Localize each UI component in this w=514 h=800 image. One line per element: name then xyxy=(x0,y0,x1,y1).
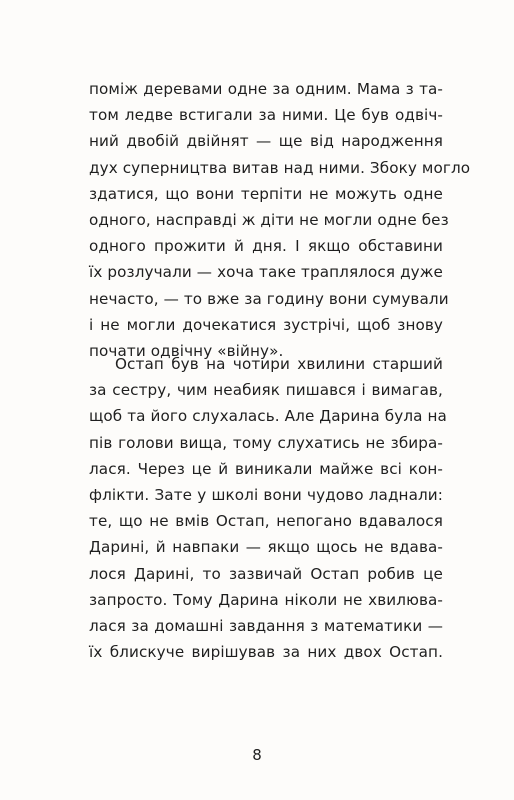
text-line: запросто. Тому Дарина ніколи не хвилюва- xyxy=(89,590,443,609)
text-line: дух суперництва витав над ними. Збоку могло xyxy=(89,158,471,177)
text-line: пів голови вища, тому слухатись не збира- xyxy=(89,433,443,452)
text-line: і не могли дочекатися зустрічі, щоб знову xyxy=(89,315,443,334)
text-line: те, що не вмів Остап, непогано вдавалося xyxy=(89,512,443,531)
text-line: том ледве встигали за ними. Це був одвіч- xyxy=(89,106,443,125)
text-line: здатися, що вони терпіти не можуть одне xyxy=(89,184,443,203)
text-line: лася за домашні завдання з математики — xyxy=(89,616,443,635)
text-line: їх блискуче вирішував за них двох Остап. xyxy=(89,643,443,662)
text-line: ний двобій двійнят — ще від народження xyxy=(89,132,443,151)
text-line: нечасто, — то вже за годину вони сумували xyxy=(89,289,449,308)
text-line: Остап був на чотири хвилини старший xyxy=(115,355,443,373)
text-line: одного прожити й дня. І якщо обставини xyxy=(89,237,443,256)
text-line: лася. Через це й виникали майже всі кон- xyxy=(89,459,443,478)
paragraph-1 xyxy=(89,76,471,364)
page-number: 8 xyxy=(252,746,262,764)
text-line: одного, насправді ж діти не могли одне без xyxy=(89,210,449,229)
text-line: Дарині, й навпаки — якщо щось не вдава- xyxy=(89,538,443,557)
text-line: їх розлучали — хоча таке траплялося дуже xyxy=(89,263,443,282)
text-line: почати одвічну «війну». xyxy=(89,341,284,360)
paragraph-2 xyxy=(89,351,447,665)
text-line: флікти. Зате у школі вони чудово ладнали: xyxy=(89,485,443,504)
text-line: поміж деревами одне за одним. Мама з та- xyxy=(89,80,443,98)
text-line: щоб та його слухалась. Але Дарина була на xyxy=(89,407,447,426)
text-line: лося Дарині, то зазвичай Остап робив це xyxy=(89,564,443,583)
text-line: за сестру, чим неабияк пишався і вимагав, xyxy=(89,381,443,400)
